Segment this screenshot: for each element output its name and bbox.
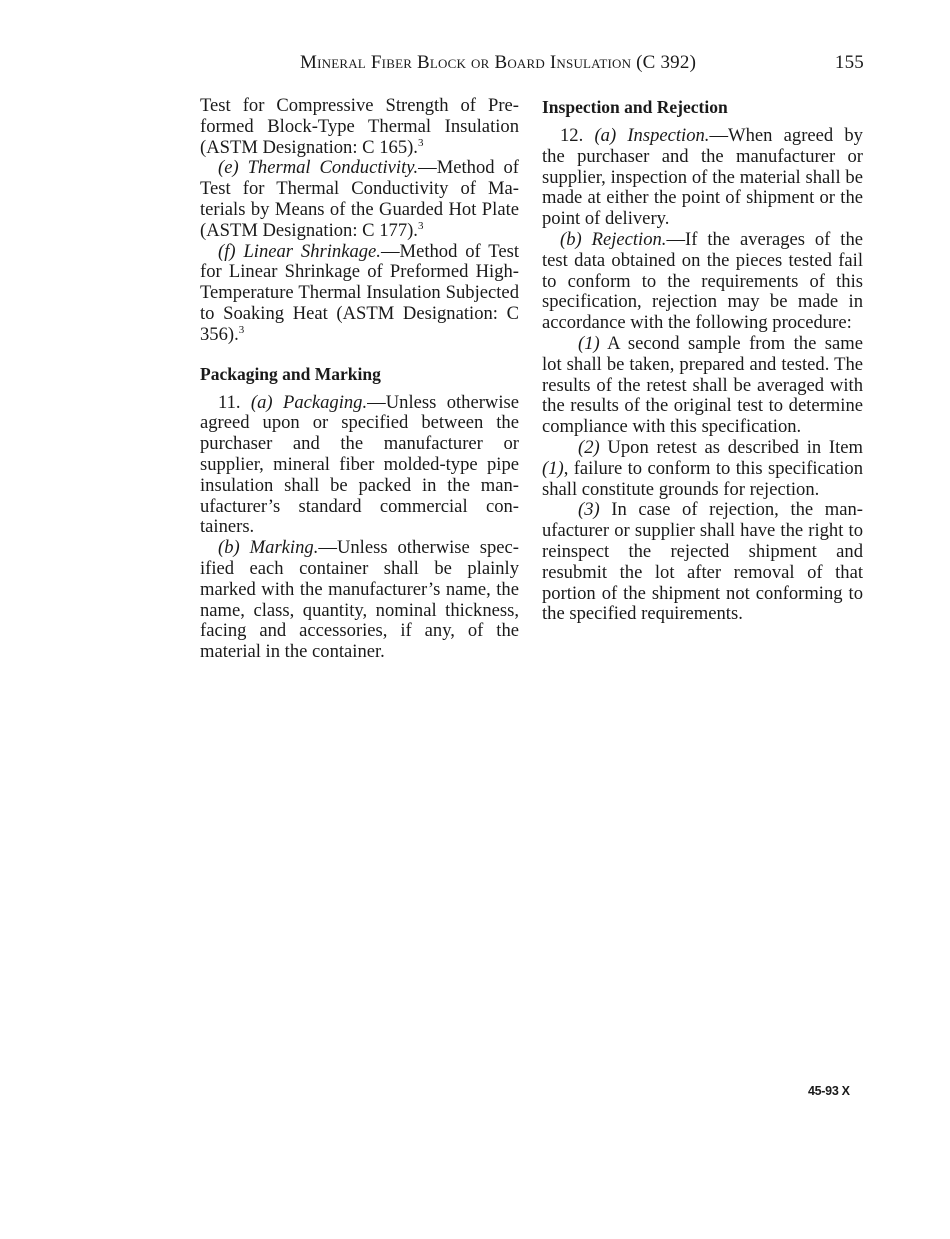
item-label: (1) [578, 332, 600, 354]
paragraph-text: , failure to conform to this specification shall constitute grounds for rejection. [542, 457, 863, 500]
paragraph-inspection [542, 126, 863, 230]
footnote-marker: 3 [417, 219, 424, 232]
right-column [542, 96, 863, 625]
paragraph-text: Test for Compressive Strength of Preformed Block-Type Thermal Insulation (ASTM Designation: C 165). [200, 95, 519, 158]
item-label: (3) [578, 499, 600, 521]
paragraph-c165-continuation [200, 96, 519, 158]
item-heading: Rejection. [591, 228, 667, 250]
item-heading: Inspection. [627, 125, 710, 146]
paragraph-text: In case of rejection, the manufacturer or supplier shall have the right to reinspect the rejected shipment and resubmit the lot after removal of that portion of the shipment not conforming to the specified requirements. [542, 499, 863, 625]
running-header [300, 52, 870, 78]
section-number: 12. [560, 125, 584, 146]
item-label: (a) [594, 125, 617, 146]
paragraph-packaging [200, 393, 519, 539]
paragraph-text: —If the averages of the test data obtained on the pieces tested fail to conform to the requirements of this specification, rejection may be made in accordance with the following procedure: [542, 228, 863, 334]
paragraph-procedure-2 [542, 438, 863, 500]
section-heading-inspection: Inspection and Rejection [542, 97, 728, 117]
left-column [200, 96, 519, 663]
item-reference: (1) [542, 457, 564, 479]
page-number: 155 [834, 52, 864, 73]
item-label: (b) [560, 228, 582, 250]
item-heading: Packaging. [282, 391, 368, 413]
paragraph-text: —Method of Test for Thermal Conductivity of Materials by Means of the Guarded Hot Plate (ASTM Designation: C 177). [200, 157, 519, 241]
section-number: 11. [218, 391, 241, 413]
paragraph-marking [200, 538, 519, 663]
item-heading: Marking. [249, 537, 319, 559]
paragraph-text: —Method of Test for Linear Shrinkage of Preformed High-Temperature Thermal Insulation Subjected to Soaking Heat (ASTM Designation: C 356). [200, 240, 519, 345]
footnote-marker: 3 [238, 323, 245, 336]
item-heading: Thermal Conductivity. [247, 157, 419, 179]
running-title: Mineral Fiber Block or Board Insulation (C 392) [300, 52, 697, 73]
print-code: 45-93 X [808, 1084, 850, 1098]
paragraph-text: —Unless otherwise specified each container shall be plainly marked with the manufacturer’s name, the name, class, quantity, nominal thickness, facing and accessories, if any, of the material in the container. [200, 537, 519, 663]
item-label: (a) [250, 391, 273, 413]
paragraph-procedure-1 [542, 334, 863, 438]
paragraph-text: —Unless otherwise agreed upon or specified between the purchaser and the manufacturer or supplier, mineral fiber molded-type pipe insulation shall be packed in the manufacturer’s standard commercial containers. [200, 391, 519, 538]
item-heading: Linear Shrinkage. [243, 240, 381, 262]
paragraph-rejection [542, 230, 863, 334]
paragraph-text: A second sample from the same lot shall be taken, prepared and tested. The results of the retest shall be averaged with the results of the original test to determine compliance with this specification. [542, 332, 863, 438]
item-label: (f) [218, 240, 236, 262]
paragraph-thermal-conductivity [200, 158, 519, 241]
item-label: (2) [578, 436, 600, 458]
section-heading-packaging: Packaging and Marking [200, 363, 381, 384]
item-label: (b) [218, 537, 240, 559]
paragraph-text: Upon retest as described in Item [599, 436, 863, 458]
paragraph-linear-shrinkage [200, 242, 519, 346]
paragraph-procedure-3 [542, 500, 863, 625]
paragraph-text: —When agreed by the purchaser and the manufacturer or supplier, inspection of the material shall be made at either the point of shipment or the point of delivery. [542, 125, 863, 230]
item-label: (e) [218, 157, 239, 179]
footnote-marker: 3 [417, 136, 424, 149]
